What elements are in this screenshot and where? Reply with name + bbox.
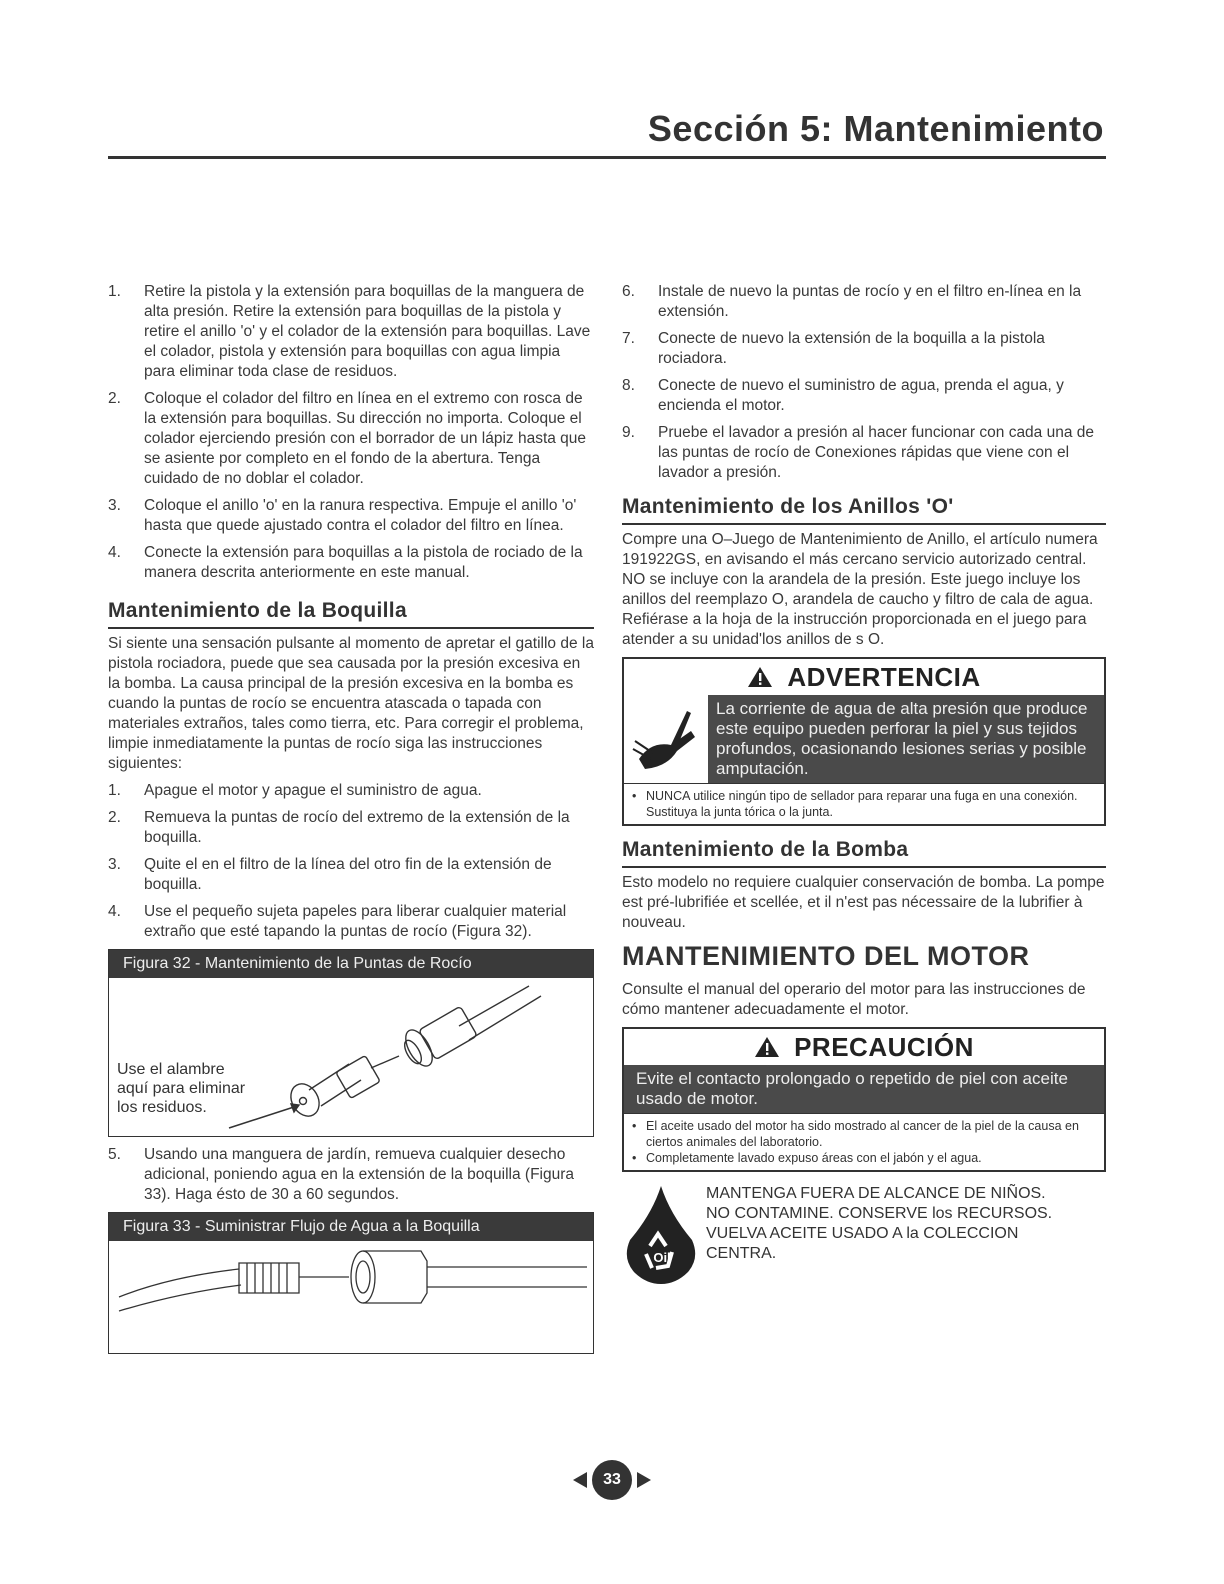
right-column xyxy=(622,282,1106,1289)
warning-box xyxy=(622,657,1106,826)
list-item: 2. Coloque el colador del filtro en línea en el extremo con rosca de la extensión para boquillas. Su dirección no importa. Coloque el colador ejerciendo presión con el borrador de un lápiz hasta que se asiente por completo en el fondo de la abertura. Tenga cuidado de no doblar el colador. xyxy=(108,390,587,487)
anillos-body: Compre una O–Juego de Mantenimiento de Anillo, el artículo numera 191922GS, en avisando el más cercano servicio autorizado central. NO se incluye con la arandela de la presión. Este juego incluye los anillos del reemplazo O, arandela de caucho y filtro de cala de agua. Refiérase a la hoja de la instrucción proporcionada en el juego para atender a su unidad'los anillos de s O. xyxy=(622,531,1098,648)
garden-hose-illustration xyxy=(109,1241,593,1321)
list-item: 2. Remueva la puntas de rocío del extremo de la extensión de la boquilla. xyxy=(108,809,570,846)
anillos-heading: Mantenimiento de los Anillos 'O' xyxy=(622,495,1106,525)
list-item: 3. Quite el en el filtro de la línea del otro fin de la extensión de boquilla. xyxy=(108,856,552,893)
figure-32 xyxy=(108,949,594,1137)
figure-33-illustration xyxy=(109,1241,593,1353)
caution-triangle-icon xyxy=(754,1036,780,1058)
list-item: 6. Instale de nuevo la puntas de rocío y en el filtro en-línea en la extensión. xyxy=(622,283,1082,320)
list-item: • Completamente lavado expuso áreas con el jabón y el agua. xyxy=(632,1151,982,1165)
boquilla-heading: Mantenimiento de la Boquilla xyxy=(108,599,594,629)
list-item: 1. Apague el motor y apague el suministro de agua. xyxy=(108,782,482,799)
list-item: 1. Retire la pistola y la extensión para boquillas de la manguera de alta presión. Retire la extensión para boquillas de la pistola y retire el anillo 'o' y el colador de la extensión para boquillas. Lave el colador, pistola y extensión para boquillas con agua limpia para eliminar toda clase de residuos. xyxy=(108,283,591,380)
caution-header xyxy=(624,1029,1104,1065)
flush-step xyxy=(108,1145,594,1205)
list-item: 3. Coloque el anillo 'o' en la ranura respectiva. Empuje el anillo 'o' hasta que quede ajustado contra el colador del filtro en línea. xyxy=(108,497,577,534)
figure-32-label: Use el alambre aquí para eliminar los residuos. xyxy=(117,1061,246,1116)
injection-hazard-icon xyxy=(624,695,708,783)
bomba-body: Esto modelo no requiere cualquier conservación de bomba. La pompe est pré-lubrifiée et scellée, et il n'est pas nécessaire de la lubrifier à nouveau. xyxy=(622,874,1105,931)
list-item: 4. Conecte la extensión para boquillas a la pistola de rociado de la manera descrita anteriormente en este manual. xyxy=(108,544,583,581)
page-title: Sección 5: Mantenimiento xyxy=(647,108,1104,149)
figure-32-illustration xyxy=(109,978,593,1136)
oil-drop-icon xyxy=(622,1184,702,1289)
motor-heading: MANTENIMIENTO DEL MOTOR xyxy=(622,941,1030,971)
caution-bullets xyxy=(624,1113,1104,1170)
boquilla-body: Si siente una sensación pulsante al momento de apretar el gatillo de la pistola rociadora, puede que sea causada por la presión excesiva en la bomba. La causa principal de la presión excesiva en la bomba es cuando la puntas de rocío se encuentra atascada o tapada con materiales extraños, tales como tierra, etc. Para corregir el problema, limpie inmediatamente la puntas de rocío siga las instrucciones siguientes: xyxy=(108,635,594,772)
cleaning-steps xyxy=(108,282,594,583)
figure-32-caption: Figura 32 - Mantenimiento de la Puntas de Rocío xyxy=(109,950,593,978)
oil-notice-text: MANTENGA FUERA DE ALCANCE DE NIÑOS. NO CONTAMINE. CONSERVE los RECURSOS. VUELVA ACEITE USADO A la COLECCION CENTRA. xyxy=(706,1185,1053,1262)
list-item: 9. Pruebe el lavador a presión al hacer funcionar con cada una de las puntas de rocío de Conexiones rápidas que viene con el lavador a presión. xyxy=(622,424,1095,481)
caution-message: Evite el contacto prolongado o repetido de piel con aceite usado de motor. xyxy=(624,1065,1104,1113)
reassembly-steps xyxy=(622,282,1106,483)
list-item: 4. Use el pequeño sujeta papeles para liberar cualquier material extraño que esté tapando la puntas de rocío (Figura 32). xyxy=(108,903,567,940)
figure-33-caption: Figura 33 - Suministrar Flujo de Agua a la Boquilla xyxy=(109,1213,593,1241)
caution-box xyxy=(622,1027,1106,1172)
warning-header xyxy=(624,659,1104,695)
figure-33 xyxy=(108,1212,594,1354)
list-item: 7. Conecte de nuevo la extensión de la boquilla a la pistola rociadora. xyxy=(622,330,1045,367)
list-item: • El aceite usado del motor ha sido mostrado al cancer de la piel de la causa en ciertos animales del laboratorio. xyxy=(632,1119,1079,1149)
page-number-text: 33 xyxy=(603,1471,621,1488)
oil-recycling-notice xyxy=(622,1184,1106,1289)
motor-body: Consulte el manual del operario del motor para las instrucciones de cómo mantener adecuadamente el motor. xyxy=(622,981,1086,1018)
warning-title: ADVERTENCIA xyxy=(787,661,981,692)
warning-message: La corriente de agua de alta presión que produce este equipo pueden perforar la piel y sus tejidos profundos, ocasionando lesiones serias y posible amputación. xyxy=(708,695,1104,783)
warning-band xyxy=(624,695,1104,783)
nozzle-steps xyxy=(108,781,594,942)
left-column xyxy=(108,282,594,1354)
list-item: 5. Usando una manguera de jardín, remueva cualquier desecho adicional, poniendo agua en la extensión de la boquilla (Figura 33). Haga ésto de 30 a 60 segundos. xyxy=(108,1146,575,1203)
list-item: • NUNCA utilice ningún tipo de sellador para reparar una fuga en una conexión. Sustituya la junta tórica o la junta. xyxy=(632,789,1078,819)
page-number xyxy=(573,1450,651,1510)
bomba-heading: Mantenimiento de la Bomba xyxy=(622,838,1106,868)
caution-title: PRECAUCIÓN xyxy=(794,1031,974,1062)
warning-triangle-icon xyxy=(747,666,773,688)
caution-band xyxy=(624,1065,1104,1113)
oil-drop-label: Oil xyxy=(653,1250,671,1265)
list-item: 8. Conecte de nuevo el suministro de agua, prenda el agua, y encienda el motor. xyxy=(622,377,1064,414)
title-rule xyxy=(108,156,1106,159)
warning-bullets xyxy=(624,783,1104,824)
